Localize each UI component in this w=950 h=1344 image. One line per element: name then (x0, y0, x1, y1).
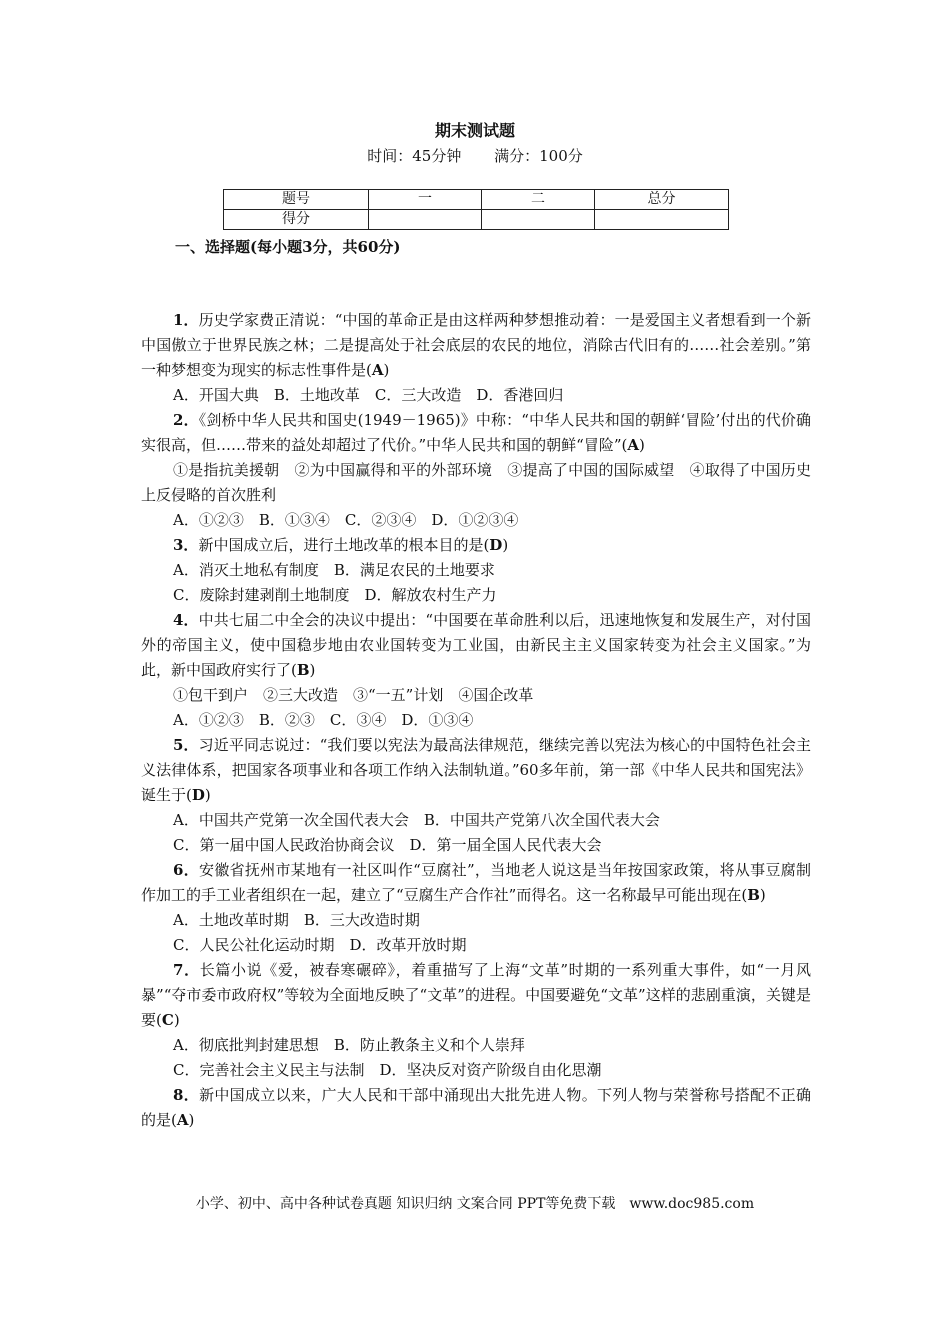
question-stem: 6．安徽省抚州市某地有一社区叫作“豆腐社”，当地老人说这是当年按国家政策，将从事豆腐制作加工的手工业者组织在一起，建立了“豆腐生产合作社”而得名。这一名称最早可能出现在(B) (141, 861, 812, 904)
exam-full-score: 满分：100分 (494, 147, 583, 165)
question-stem: 1．历史学家费正清说：“中国的革命正是由这样两种梦想推动着：一是爱国主义者想看到一个新中国傲立于世界民族之林；二是提高处于社会底层的农民的地位，消除古代旧有的……社会差别。”第一种梦想变为现实的标志性事件是(A) (141, 311, 811, 379)
question-number: 3． (173, 536, 199, 554)
question-options: C．废除封建剥削土地制度 D．解放农村生产力 (173, 586, 497, 604)
answer: A (176, 1111, 189, 1129)
question-text: 安徽省抚州市某地有一社区叫作“豆腐社”，当地老人说这是当年按国家政策，将从事豆腐制作加工的手工业者组织在一起，建立了“豆腐生产合作社”而得名。这一名称最早可能出现在( (141, 861, 812, 904)
question-stem: 3．新中国成立后，进行土地改革的根本目的是(D) (173, 536, 509, 554)
answer: A (371, 361, 384, 379)
answer: D (191, 786, 205, 804)
question-options: A．彻底批判封建思想 B．防止教条主义和个人崇拜 (173, 1036, 525, 1054)
question-options: A．①②③ B．①③④ C．②③④ D．①②③④ (173, 511, 519, 529)
question-text: 《剑桥中华人民共和国史(1949－1965)》中称：“中华人民共和国的朝鲜‘冒险’付出的代价确实很高，但……带来的益处却超过了代价。”中华人民共和国的朝鲜“冒险”( (141, 411, 812, 454)
score-header-cell: 题号 (224, 190, 369, 210)
question-statements: ①是指抗美援朝 ②为中国赢得和平的外部环境 ③提高了中国的国际威望 ④取得了中国历史上反侵略的首次胜利 (141, 461, 811, 504)
question-number: 8． (173, 1086, 200, 1104)
score-cell (595, 210, 729, 230)
score-row-label: 得分 (224, 210, 369, 230)
question-stem: 4．中共七届二中全会的决议中提出：“中国要在革命胜利以后，迅速地恢复和发展生产，对付国外的帝国主义，使中国稳步地由农业国转变为工业国，由新民主主义国家转变为社会主义国家。”为此，新中国政府实行了(B) (141, 611, 811, 679)
score-table (223, 189, 729, 230)
question-list (141, 308, 811, 1133)
question-number: 1． (173, 311, 199, 329)
question-stem: 2．《剑桥中华人民共和国史(1949－1965)》中称：“中华人民共和国的朝鲜‘冒险’付出的代价确实很高，但……带来的益处却超过了代价。”中华人民共和国的朝鲜“冒险”(A) (141, 411, 812, 454)
question-number: 4． (173, 611, 199, 629)
question-text: 新中国成立以来，广大人民和干部中涌现出大批先进人物。下列人物与荣誉称号搭配不正确的是( (141, 1086, 812, 1129)
question-options: C．人民公社化运动时期 D．改革开放时期 (173, 936, 467, 954)
question-number: 2． (173, 411, 199, 429)
answer: A (627, 436, 640, 454)
score-header-cell: 一 (369, 190, 482, 210)
question-text: 中共七届二中全会的决议中提出：“中国要在革命胜利以后，迅速地恢复和发展生产，对付国外的帝国主义，使中国稳步地由农业国转变为工业国，由新民主主义国家转变为社会主义国家。”为此，新中国政府实行了( (141, 611, 811, 679)
question-options: A．中国共产党第一次全国代表大会 B．中国共产党第八次全国代表大会 (173, 811, 660, 829)
exam-time: 时间：45分钟 (367, 147, 462, 165)
question-stem: 7．长篇小说《爱，被春寒碾碎》，着重描写了上海“文革”时期的一系列重大事件，如“一月风暴”“夺市委市政府权”等较为全面地反映了“文革”的进程。中国要避免“文革”这样的悲剧重演，关键是要(C) (141, 961, 812, 1029)
question-text: 长篇小说《爱，被春寒碾碎》，着重描写了上海“文革”时期的一系列重大事件，如“一月风暴”“夺市委市政府权”等较为全面地反映了“文革”的进程。中国要避免“文革”这样的悲剧重演，关键是要( (141, 961, 812, 1029)
question-stem: 5．习近平同志说过：“我们要以宪法为最高法律规范，继续完善以宪法为核心的中国特色社会主义法律体系，把国家各项事业和各项工作纳入法制轨道。”60多年前，第一部《中华人民共和国宪法》诞生于(D) (141, 736, 811, 804)
question-options: A．①②③ B．②③ C．③④ D．①③④ (173, 711, 474, 729)
score-table-header-row (224, 190, 729, 210)
answer: D (489, 536, 503, 554)
score-cell (482, 210, 595, 230)
exam-info (0, 145, 950, 166)
page-footer: 小学、初中、高中各种试卷真题 知识归纳 文案合同 PPT等免费下载 www.doc985.com (195, 1196, 755, 1212)
question-number: 5． (173, 736, 199, 754)
page-title: 期末测试题 (434, 121, 515, 140)
question-stem: 8．新中国成立以来，广大人民和干部中涌现出大批先进人物。下列人物与荣誉称号搭配不正确的是(A) (141, 1086, 812, 1129)
score-header-cell: 总分 (595, 190, 729, 210)
answer: B (296, 661, 310, 679)
section-heading: 一、选择题(每小题3分，共60分) (175, 238, 401, 256)
answer: C (161, 1011, 174, 1029)
question-number: 6． (173, 861, 200, 879)
question-options: C．第一届中国人民政治协商会议 D．第一届全国人民代表大会 (173, 836, 602, 854)
question-options: A．开国大典 B．土地改革 C．三大改造 D．香港回归 (173, 386, 564, 404)
score-cell (369, 210, 482, 230)
question-text: 习近平同志说过：“我们要以宪法为最高法律规范，继续完善以宪法为核心的中国特色社会主义法律体系，把国家各项事业和各项工作纳入法制轨道。”60多年前，第一部《中华人民共和国宪法》诞生于( (141, 736, 811, 804)
question-number: 7． (173, 961, 200, 979)
score-table-row (224, 210, 729, 230)
question-text: 历史学家费正清说：“中国的革命正是由这样两种梦想推动着：一是爱国主义者想看到一个新中国傲立于世界民族之林；二是提高处于社会底层的农民的地位，消除古代旧有的……社会差别。”第一种梦想变为现实的标志性事件是( (141, 311, 811, 379)
question-statements: ①包干到户 ②三大改造 ③“一五”计划 ④国企改革 (173, 686, 534, 704)
question-options: C．完善社会主义民主与法制 D．坚决反对资产阶级自由化思潮 (173, 1061, 602, 1079)
question-options: A．消灭土地私有制度 B．满足农民的土地要求 (173, 561, 495, 579)
question-text: 新中国成立后，进行土地改革的根本目的是( (198, 536, 490, 554)
answer: B (747, 886, 760, 904)
score-header-cell: 二 (482, 190, 595, 210)
question-options: A．土地改革时期 B．三大改造时期 (173, 911, 420, 929)
